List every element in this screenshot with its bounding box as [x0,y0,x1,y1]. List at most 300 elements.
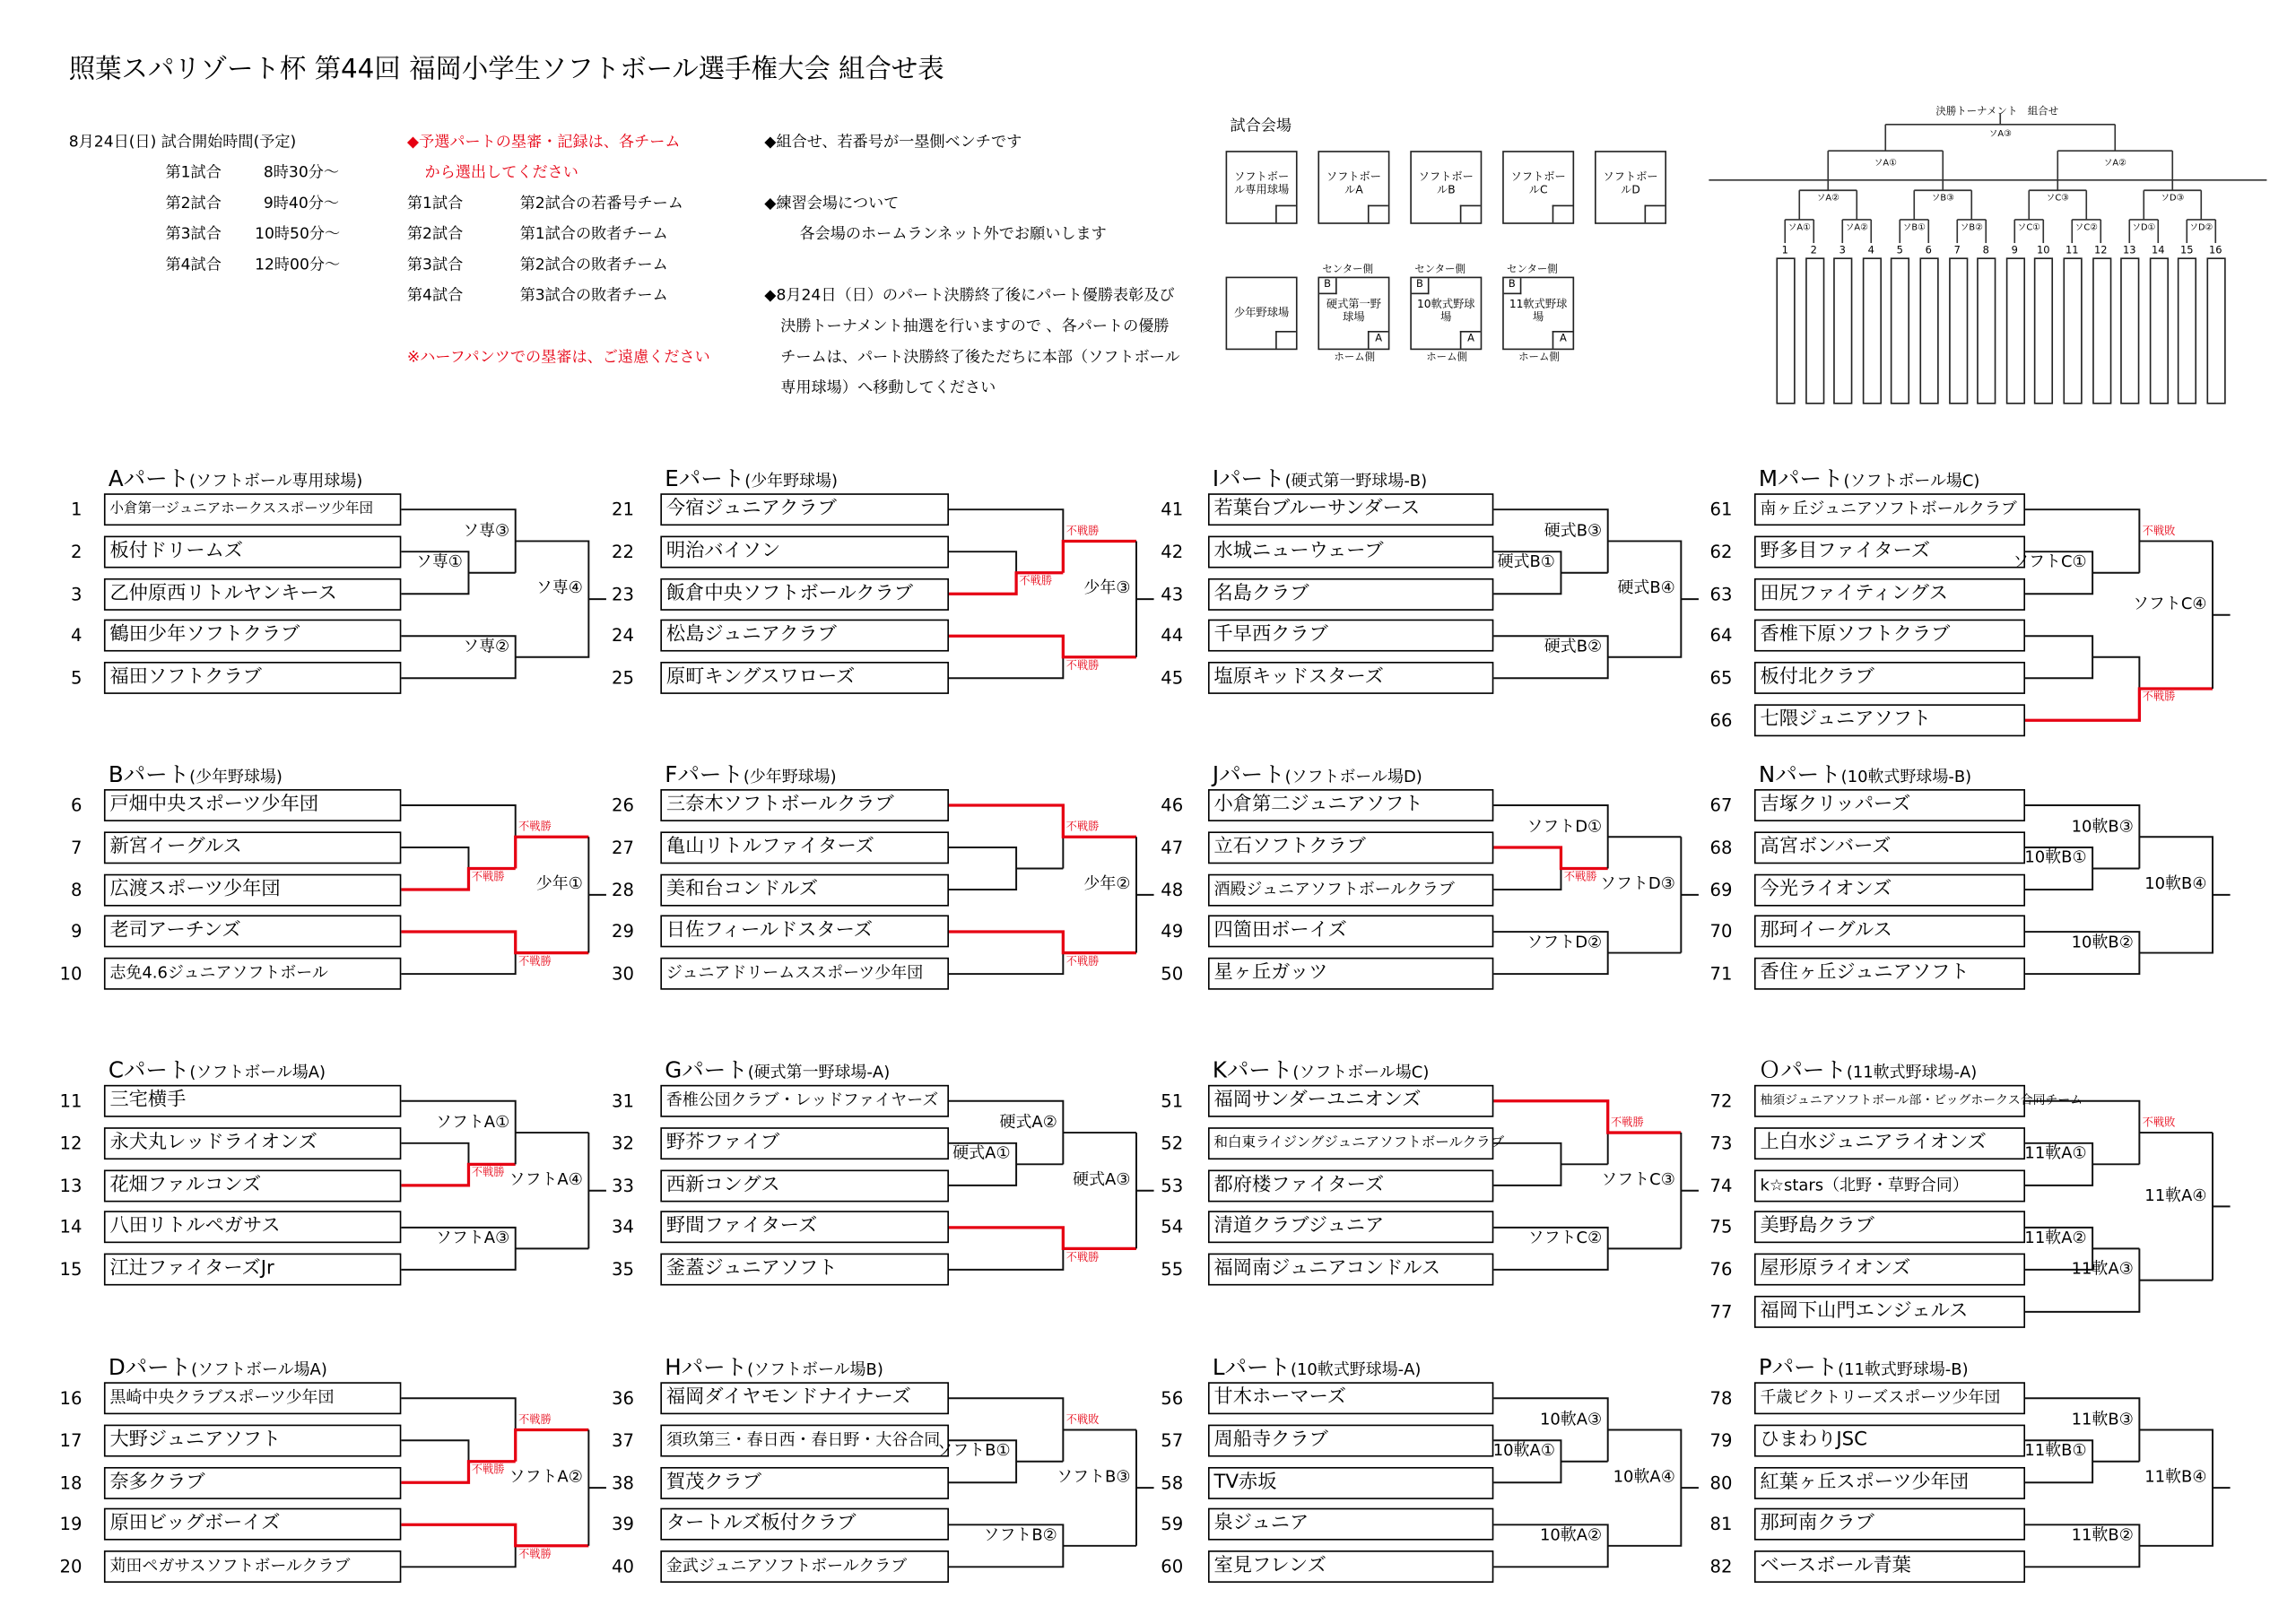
venue-label: 硬式第一野球場 [1326,297,1382,324]
team-name: 福岡サンダーユニオンズ [1208,1085,1493,1117]
team-name: 美和台コンドルズ [660,873,949,906]
match-label: ソ専② [463,636,510,656]
match-label: ソフトD① [1526,816,1603,836]
team-name: 志免4.6ジュニアソフトボール [104,958,401,990]
team-name: 八田リトルペガサス [104,1211,401,1244]
team-number: 6 [70,795,83,816]
team-name: ジュニアドリームススポーツ少年団 [660,958,949,990]
final-slot-number: 13 [2122,244,2136,256]
final-slot-number: 9 [2011,244,2018,256]
bracket-line [401,805,515,837]
umpire-heading: ◆予選パートの塁審・記録は、各チーム [406,133,681,152]
part-title-text: Eパート [665,465,745,492]
bracket-line [516,541,589,656]
team-name: 紅葉ヶ丘スポーツ少年団 [1754,1466,2025,1498]
part-venue: (少年野球場) [189,767,283,786]
match-label: 11軟A② [2024,1228,2087,1247]
team-number: 72 [1709,1090,1733,1112]
team-number: 11 [59,1090,83,1112]
bracket-line [401,1398,515,1429]
bracket-line [401,1440,468,1462]
part-title [665,1354,883,1384]
team-name: ベースボール青葉 [1754,1550,2025,1583]
team-number: 66 [1709,709,1733,731]
walkover-mark: 不戦勝 [1065,954,1100,968]
walkover-mark: 不戦勝 [471,870,505,883]
note-final-line: チームは、パート決勝終了後ただちに本部（ソフトボール [780,348,1180,367]
team-number: 54 [1161,1217,1184,1238]
team-number: 50 [1161,963,1184,985]
team-name: 和白東ライジングジュニアソフトボールクラブ [1208,1127,1493,1159]
final-match-label: ソB① [1902,222,1926,233]
team-number: 73 [1709,1133,1733,1154]
match-label: 少年③ [1083,578,1131,598]
team-number: 19 [59,1514,83,1535]
part-title [1213,465,1427,495]
final-match-label: ソB③ [1931,193,1954,204]
venue-center-side: センター側 [1414,263,1465,275]
bracket-line [1493,805,1607,869]
team-number: 47 [1161,837,1184,858]
bracket-line [949,953,1063,975]
bracket-line [1608,541,1682,656]
team-number: 40 [612,1556,634,1577]
part-venue: (ソフトボール場A) [189,1063,326,1082]
part-title-text: Fパート [665,761,744,788]
venue-home-side: ホーム側 [1518,351,1560,363]
team-name: 那珂南クラブ [1754,1508,2025,1541]
team-number: 23 [612,583,634,604]
match-label: 硬式A② [999,1112,1057,1132]
team-name: ひまわりJSC [1754,1424,2025,1456]
walkover-mark: 不戦勝 [1065,1249,1100,1264]
final-slot-number: 10 [2036,244,2050,256]
venue-b-marker: B [1319,278,1337,294]
match-label: ソフトC② [1527,1228,1603,1247]
team-name: 美野島クラブ [1754,1211,2025,1244]
team-name: 野芥ファイブ [660,1127,949,1159]
note-final-line: 専用球場）へ移動してください [780,378,996,397]
final-slot-number: 2 [1810,244,1817,256]
walkover-mark: 不戦勝 [2142,690,2176,704]
final-match-label: ソC③ [2046,193,2069,204]
venue-label: ソフトボールB [1418,169,1474,196]
part-venue: (硬式第一野球場-B) [1284,471,1428,491]
part-title-text: Lパート [1212,1354,1291,1381]
venue-a-marker: A [1552,331,1573,349]
umpire-game: 第2試合 [406,225,464,244]
part-title [1213,1354,1422,1384]
winner-path-line [949,805,1136,837]
schedule-game-time: 8時30分～ [263,163,340,182]
team-number: 37 [612,1429,634,1451]
schedule-game-time: 12時00分～ [255,256,341,274]
team-name: 小倉第二ジュニアソフト [1208,789,1493,821]
umpire-game: 第3試合 [406,256,464,274]
part-venue: (11軟式野球場-A) [1846,1063,1978,1082]
team-number: 80 [1709,1472,1733,1493]
final-match-label: ソC② [2074,222,2098,233]
team-name: 甘木ホーマーズ [1208,1382,1493,1414]
final-slot-number: 5 [1896,244,1903,256]
team-number: 82 [1709,1556,1733,1577]
bracket-line [949,847,1016,890]
part-venue: (少年野球場) [743,767,837,786]
team-number: 14 [59,1217,83,1238]
walkover-mark: 不戦勝 [1065,819,1100,833]
team-name: 三奈木ソフトボールクラブ [660,789,949,821]
team-number: 64 [1709,625,1733,647]
winner-path-line [1493,1101,1681,1133]
team-number: 59 [1161,1514,1184,1535]
match-label: 10軟B② [2071,932,2134,951]
team-number: 28 [612,879,634,900]
winner-path-line [1493,847,1607,869]
bracket-line [401,1546,515,1568]
part-title [1213,761,1422,791]
part-title [665,465,838,495]
team-number: 56 [1161,1387,1184,1409]
walkover-mark: 不戦勝 [1563,870,1597,883]
team-name: 原町キングスワローズ [660,662,949,694]
team-number: 49 [1161,921,1184,942]
venue-home-side: ホーム側 [1426,351,1467,363]
final-slot-number: 11 [2065,244,2079,256]
bracket-line [949,1248,1063,1270]
schedule-game-name: 第2試合 [165,195,222,213]
schedule-game-name: 第3試合 [165,225,222,244]
team-name: 広渡スポーツ少年団 [104,873,401,906]
team-number: 71 [1709,963,1733,985]
schedule-date: 8月24日(日) 試合開始時間(予定) [68,133,297,152]
walkover-mark: 不戦敗 [2142,1115,2176,1129]
final-slot-number: 1 [1781,244,1788,256]
team-number: 60 [1161,1556,1184,1577]
venue-label: 11軟式野球場 [1509,297,1568,324]
bracket-line [949,551,1016,573]
team-number: 2 [70,541,83,562]
walkover-mark: 不戦敗 [2142,523,2176,537]
part-venue: (10軟式野球場-B) [1840,767,1972,786]
team-name: 周船寺クラブ [1208,1424,1493,1456]
final-title: 決勝トーナメント 組合せ [1935,105,2059,117]
match-label: 硬式B② [1544,636,1603,656]
team-number: 8 [70,879,83,900]
part-title [1759,1057,1977,1087]
final-slot-number: 16 [2208,244,2222,256]
part-title-text: Mパート [1758,465,1844,492]
bracket-line [2139,1429,2213,1545]
team-name: 江辻ファイターズJr [104,1254,401,1286]
team-name: 賀茂クラブ [660,1466,949,1498]
winner-path-line [949,932,1136,953]
team-name: 上白水ジュニアライオンズ [1754,1127,2025,1159]
team-number: 9 [70,921,83,942]
part-title-text: Gパート [665,1056,748,1084]
final-match-label: ソB② [1960,222,1983,233]
team-number: 69 [1709,879,1733,900]
venue-a-marker: A [1368,331,1388,349]
match-label: 10軟B④ [2144,874,2207,894]
team-name: 香椎公団クラブ・レッドファイヤーズ [660,1085,949,1117]
match-label: 硬式B③ [1544,520,1603,540]
team-name: 今宿ジュニアクラブ [660,493,949,525]
match-label: ソフトA① [435,1112,510,1132]
part-title [109,465,363,495]
schedule-game-name: 第1試合 [165,163,222,182]
team-number: 61 [1709,499,1733,520]
part-venue: (少年野球場) [744,471,839,491]
walkover-mark: 不戦勝 [517,819,552,833]
match-label: ソフトB② [983,1524,1057,1545]
part-title [665,1057,890,1087]
team-name: 千歳ビクトリーズスポーツ少年団 [1754,1382,2025,1414]
team-name: 福岡下山門エンジェルス [1754,1296,2025,1328]
team-number: 55 [1161,1259,1184,1281]
team-name: 高宮ボンバーズ [1754,831,2025,864]
team-number: 81 [1709,1514,1733,1535]
team-name: 南ヶ丘ジュニアソフトボールクラブ [1754,493,2025,525]
venue-label: ソフトボールD [1603,169,1658,196]
team-name: 野間ファイターズ [660,1211,949,1244]
team-name: 福田ソフトクラブ [104,662,401,694]
team-name: 乙仲原西リトルヤンキース [104,578,401,610]
bracket-line [2025,636,2092,678]
team-name: 福岡ダイヤモンドナイナーズ [660,1382,949,1414]
team-name: 吉塚クリッパーズ [1754,789,2025,821]
team-name: 香住ヶ丘ジュニアソフト [1754,958,2025,990]
team-number: 34 [612,1217,634,1238]
venue-b-marker: B [1412,278,1430,294]
team-number: 16 [59,1387,83,1409]
walkover-mark: 不戦勝 [1065,658,1100,673]
team-name: 福岡南ジュニアコンドルス [1208,1254,1493,1286]
part-venue: (ソフトボール専用球場) [189,471,363,491]
part-title-text: Aパート [108,465,190,492]
team-number: 57 [1161,1429,1184,1451]
final-match-label: ソA② [1816,193,1839,204]
team-name: 板付ドリームズ [104,535,401,568]
walkover-mark: 不戦敗 [1065,1411,1100,1426]
team-name: 清道クラブジュニア [1208,1211,1493,1244]
team-name: 飯倉中央ソフトボールクラブ [660,578,949,610]
team-number: 45 [1161,667,1184,689]
team-number: 77 [1709,1301,1733,1323]
venue-label: 少年野球場 [1233,306,1290,319]
team-number: 36 [612,1387,634,1409]
match-label: 11軟B④ [2144,1467,2207,1487]
match-label: ソフトC④ [2132,594,2207,614]
final-slot-number: 7 [1953,244,1961,256]
team-name: タートルズ板付クラブ [660,1508,949,1541]
team-number: 75 [1709,1217,1733,1238]
team-name: 原田ビッグボーイズ [104,1508,401,1541]
part-title [109,761,283,791]
team-name: 水城ニューウェーブ [1208,535,1493,568]
team-name: 室見フレンズ [1208,1550,1493,1583]
venue-b-marker: B [1504,278,1522,294]
team-number: 20 [59,1556,83,1577]
bracket-line [401,1143,468,1165]
team-number: 15 [59,1259,83,1281]
winner-path-line [949,636,1136,657]
team-name: TV赤坂 [1208,1466,1493,1498]
team-name: 今光ライオンズ [1754,873,2025,906]
umpire-team: 第1試合の敗者チーム [519,225,668,244]
schedule-game-time: 10時50分～ [255,225,341,244]
final-match-label: ソA① [1874,158,1897,169]
bracket-line [1608,1429,1682,1545]
team-number: 17 [59,1429,83,1451]
final-slot-number: 15 [2179,244,2194,256]
team-name: 柚須ジュニアソフトボール部・ビッグホークス合同チーム [1754,1085,2025,1117]
umpire-heading-2: から選出してください [424,163,578,182]
team-number: 51 [1161,1090,1184,1112]
team-name: 鶴田少年ソフトクラブ [104,620,401,652]
team-number: 63 [1709,583,1733,604]
match-label: ソ専④ [535,578,583,598]
venue-home-side: ホーム側 [1334,351,1376,363]
team-number: 30 [612,963,634,985]
note-bench: ◆組合せ、若番号が一塁側ベンチです [764,133,1022,152]
team-name: 黒崎中央クラブスポーツ少年団 [104,1382,401,1414]
team-number: 12 [59,1133,83,1154]
team-number: 52 [1161,1133,1184,1154]
team-name: 明治バイソン [660,535,949,568]
team-number: 46 [1161,795,1184,816]
part-title-text: Hパート [665,1354,748,1381]
team-number: 74 [1709,1175,1733,1196]
match-label: ソフトC① [2013,551,2087,572]
match-label: ソフトA④ [509,1169,583,1190]
team-number: 76 [1709,1259,1733,1281]
note-final-line: 決勝トーナメント抽選を行いますので 、各パートの優勝 [780,317,1170,335]
team-number: 39 [612,1514,634,1535]
match-label: ソフトA② [509,1467,583,1487]
team-name: 花畑ファルコンズ [104,1169,401,1202]
bracket-line [401,953,515,975]
team-number: 35 [612,1259,634,1281]
part-title-text: Jパート [1212,761,1285,788]
match-label: ソフトD③ [1599,874,1675,894]
team-number: 44 [1161,625,1184,647]
match-label: 11軟B③ [2071,1409,2134,1429]
final-match-label: ソA② [2103,158,2126,169]
walkover-mark: 不戦勝 [1065,523,1100,537]
final-slot-number: 4 [1867,244,1874,256]
team-name: 三宅横手 [104,1085,401,1117]
team-name: 亀山リトルファイターズ [660,831,949,864]
bracket-line [2092,657,2139,689]
team-name: 屋形原ライオンズ [1754,1254,2025,1286]
match-label: 11軟B② [2071,1524,2134,1545]
winner-path-line [401,1524,588,1546]
match-label: ソフトB③ [1057,1467,1131,1487]
match-label: 10軟A④ [1613,1467,1675,1487]
team-name: 板付北クラブ [1754,662,2025,694]
match-label: 硬式B① [1497,551,1555,572]
team-name: 野多目ファイターズ [1754,535,2025,568]
team-name: 小倉第一ジュニアホークススポーツ少年団 [104,493,401,525]
match-label: 10軟A③ [1539,1409,1603,1429]
team-number: 21 [612,499,634,520]
match-label: ソフトB① [936,1440,1011,1461]
final-match-label: ソD① [2132,222,2156,233]
page-title: 照葉スパリゾート杯 第44回 福岡小学生ソフトボール選手権大会 組合せ表 [68,54,944,85]
match-label: 少年② [1083,874,1131,894]
part-title [109,1354,327,1384]
part-title [1213,1057,1429,1087]
venue-center-side: センター側 [1507,263,1558,275]
final-slot-number: 12 [2093,244,2108,256]
part-venue: (11軟式野球場-B) [1838,1359,1969,1380]
team-name: 釜蓋ジュニアソフト [660,1254,949,1286]
part-venue: (ソフトボール場B) [747,1359,883,1380]
team-name: 西新コングス [660,1169,949,1202]
match-label: ソ専① [415,551,463,572]
bracket-line [2025,1248,2139,1312]
note-final-line: ◆8月24日（日）のパート決勝終了後にパート優勝表彰及び [764,287,1175,305]
final-match-label: ソD③ [2161,193,2185,204]
part-venue: (ソフトボール場D) [1284,767,1422,786]
part-title-text: Kパート [1212,1056,1293,1084]
team-name: 泉ジュニア [1208,1508,1493,1541]
team-name: 金武ジュニアソフトボールクラブ [660,1550,949,1583]
part-venue: (ソフトボール場A) [191,1359,327,1380]
venue-label: ソフトボール専用球場 [1233,169,1290,196]
part-title-text: Pパート [1758,1354,1839,1381]
team-number: 62 [1709,541,1733,562]
winner-path-line [516,1429,589,1461]
team-number: 31 [612,1090,634,1112]
team-number: 4 [70,625,83,647]
match-label: 10軟B③ [2071,816,2134,836]
umpire-team: 第2試合の敗者チーム [519,256,668,274]
team-name: 永犬丸レッドライオンズ [104,1127,401,1159]
team-name: 老司アーチンズ [104,916,401,948]
team-name: 酒殿ジュニアソフトボールクラブ [1208,873,1493,906]
final-match-label: ソA① [1787,222,1811,233]
team-name: 戸畑中央スポーツ少年団 [104,789,401,821]
team-name: 大野ジュニアソフト [104,1424,401,1456]
part-title [1759,1354,1969,1384]
walkover-mark: 不戦勝 [517,1547,552,1561]
final-match-label: ソC① [2017,222,2040,233]
team-number: 42 [1161,541,1184,562]
part-title-text: Dパート [108,1354,192,1381]
part-title-text: Bパート [108,761,190,788]
team-name: 立石ソフトクラブ [1208,831,1493,864]
venue-a-marker: A [1460,331,1481,349]
final-match-label: ソA③ [1988,128,2012,140]
team-name: 奈多クラブ [104,1466,401,1498]
match-label: 硬式A③ [1073,1169,1131,1190]
team-name: 苅田ペガサスソフトボールクラブ [104,1550,401,1583]
team-number: 43 [1161,583,1184,604]
match-label: ソ専③ [463,520,510,540]
winner-path-line [516,837,589,868]
final-slot-number: 8 [1982,244,1989,256]
team-number: 78 [1709,1387,1733,1409]
venue-heading: 試合会場 [1230,117,1292,135]
walkover-mark: 不戦勝 [1019,574,1053,588]
team-name: 七隈ジュニアソフト [1754,704,2025,736]
team-name: k☆stars（北野・草野合同） [1754,1169,2025,1202]
team-number: 26 [612,795,634,816]
part-title [665,761,836,791]
umpire-game: 第1試合 [406,195,464,213]
team-number: 48 [1161,879,1184,900]
